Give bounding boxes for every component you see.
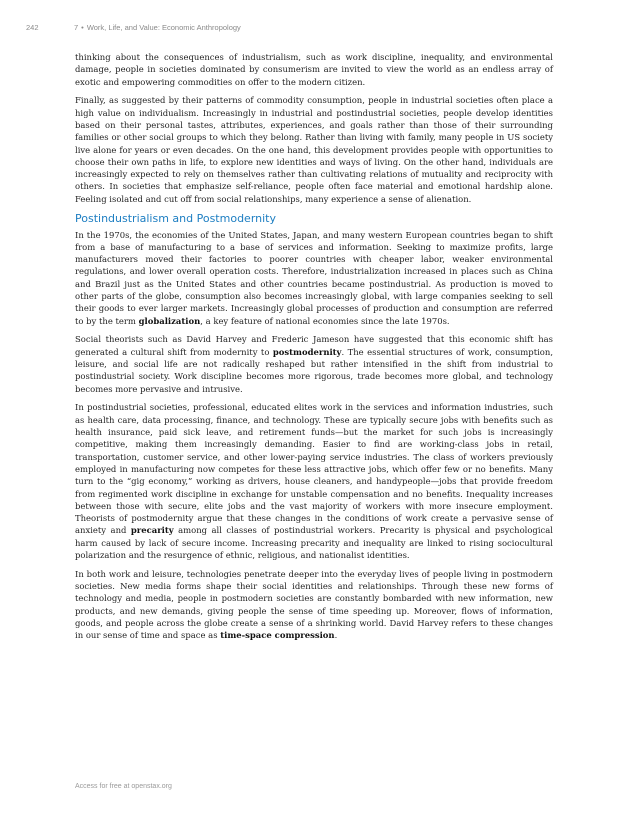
paragraph-3-text-b: , a key feature of national economies since the late 1970s. (200, 315, 450, 326)
header-separator: • (81, 23, 84, 32)
paragraph-5-text-a: In postindustrial societies, professional, educated elites work in the services and information industries, such as health care, data processing, finance, and technology. These are typically secure jobs with benefits such as health insurance, paid sick leave, and retirement funds—but the market for such jobs is increasingly competitive, making them increasingly demanding. Easier to find are working-class jobs in retail, transportation, customer service, and other lower-paying service industries. The class of workers previously employed in manufacturing now competes for these less attractive jobs, which offer few or no benefits. Many turn to the “gig economy,” working as drivers, house cleaners, and handypeople—jobs that provide freedom from regimented work discipline in exchange for unstable compensation and no benefits. Inequality increases between those with secure, elite jobs and the vast majority of workers with more insecure employment. Theorists of postmodernity argue that these changes in the conditions of work create a pervasive sense of anxiety and (75, 402, 553, 536)
paragraph-3 (75, 229, 553, 327)
chapter-title: Work, Life, and Value: Economic Anthropology (86, 23, 241, 32)
key-term-precarity: precarity (130, 525, 174, 536)
paragraph-5 (75, 401, 553, 561)
paragraph-5-text-b: among all classes of postindustrial workers. Precarity is physical and psychological harm caused by lack of secure income. Increasing precarity and inequality are linked to rising sociocultural polarization and the resurgence of ethnic, religious, and nationalist identities. (75, 525, 553, 560)
paragraph-6-text-b: . (334, 630, 338, 641)
paragraph-1: thinking about the consequences of industrialism, such as work discipline, inequality, and environmental damage, people in societies dominated by consumerism are invited to view the world as an endless array of exotic and empowering commodities on offer to the modern citizen. (75, 52, 553, 87)
paragraph-4 (75, 333, 553, 394)
paragraph-4-text-a: Social theorists such as David Harvey and Frederic Jameson have suggested that this economic shift has generated a cultural shift from modernity to (75, 334, 553, 357)
footer-access-link[interactable]: Access for free at openstax.org (75, 783, 172, 790)
paragraph-2: Finally, as suggested by their patterns of commodity consumption, people in industrial societies often place a high value on individualism. Increasingly in industrial and postindustrial societies, people develop identities based on their personal tastes, attributes, experiences, and goals rather than those of their surrounding families or other social groups to which they belong. Rather than living with family, many people in US society live alone for years or even decades. On the one hand, this development provides people with opportunities to choose their own paths in life, to explore new identities and ways of living. On the other hand, individuals are increasingly expected to rely on themselves rather than cultivating relations of mutuality and reciprocity with others. In societies that emphasize self-reliance, people often face material and emotional hardship alone. Feeling isolated and cut off from social relationships, many experience a sense of alienation. (75, 95, 553, 204)
chapter-number: 7 (74, 23, 79, 32)
key-term-postmodernity: postmodernity (272, 346, 342, 357)
paragraph-3-text-a: In the 1970s, the economies of the United States, Japan, and many western European countries began to shift from a base of manufacturing to a base of services and information. Seeking to maximize profits, large manufacturers moved their factories to poorer countries with cheaper labor, weaker environmental regulations, and lower overall operation costs. Therefore, industrialization increased in places such as China and Brazil just as the United States and other countries became postindustrial. As production is moved to other parts of the globe, consumption also becomes increasingly global, with large companies seeking to sell their goods to ever larger markets. Increasingly global processes of production and consumption are referred to by the term (75, 229, 553, 326)
section-heading: Postindustrialism and Postmodernity (75, 211, 276, 225)
paragraph-6-text-a: In both work and leisure, technologies penetrate deeper into the everyday lives of people living in postmodern societies. New media forms shape their social identities and relationships. Through these new forms of technology and media, people in postmodern societies are constantly bombarded with new information, new products, and new demands, giving people the sense of time speeding up. Moreover, flows of information, goods, and people across the globe create a sense of a shrinking world. David Harvey refers to these changes in our sense of time and space as (75, 568, 553, 641)
key-term-globalization: globalization (138, 315, 201, 326)
page-number: 242 (26, 23, 39, 32)
body-text (75, 51, 553, 648)
paragraph-4-text-b: . The essential structures of work, consumption, leisure, and social life are not radically reshaped but rather intensified in the shift from industrial to postindustrial society. Work discipline becomes more rigorous, trade becomes more global, and technology becomes more pervasive and intrusive. (75, 346, 553, 394)
running-header (26, 23, 610, 32)
key-term-time-space-compression: time-space compression (220, 630, 335, 641)
paragraph-6 (75, 568, 553, 642)
